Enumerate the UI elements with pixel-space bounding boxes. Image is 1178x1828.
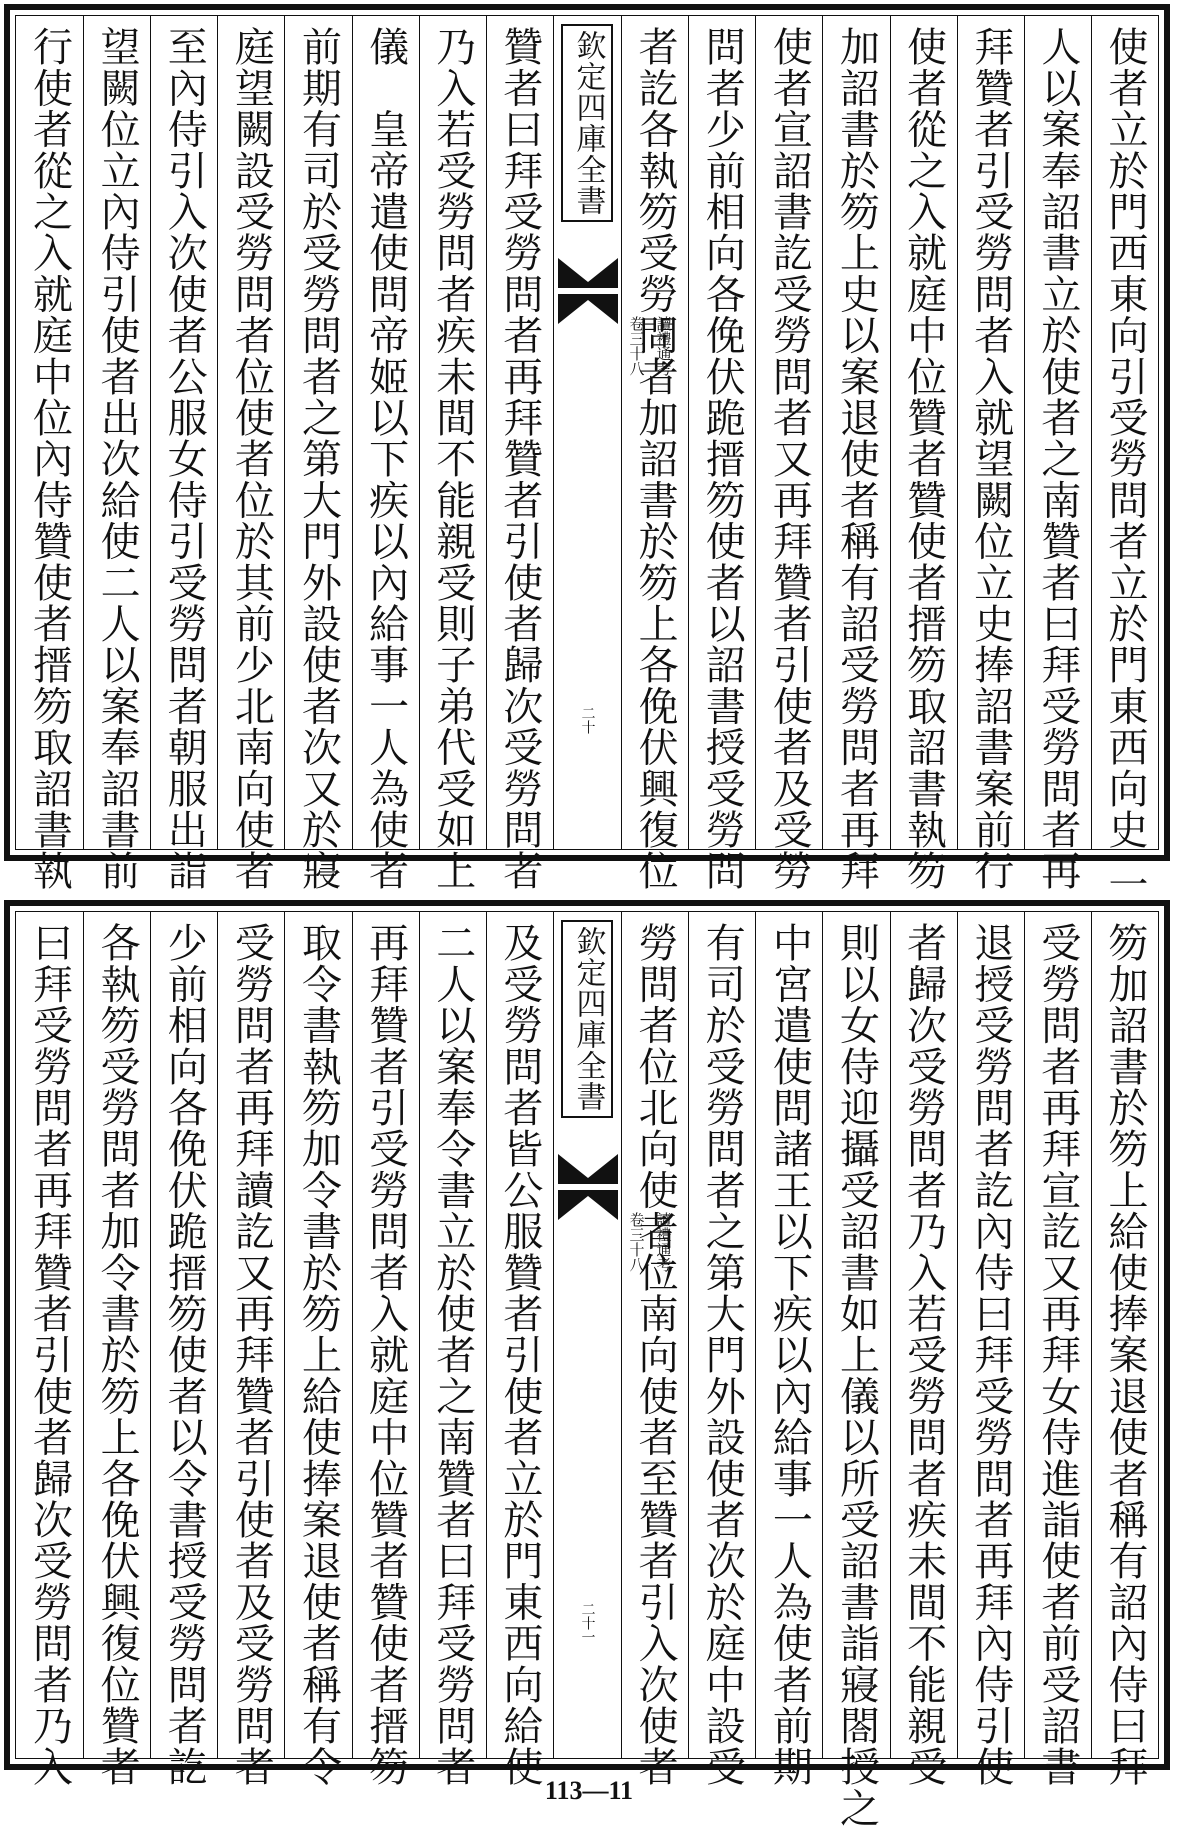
gutter-subtitle <box>500 316 674 376</box>
text-column <box>16 912 83 1788</box>
text-column <box>957 16 1024 892</box>
text-column <box>822 16 889 892</box>
text-column <box>1024 16 1091 892</box>
text-column <box>486 912 553 1788</box>
column-text: 受勞問者再拜讀訖又再拜贊者引使者及受勞問者 <box>228 922 275 1788</box>
volume-number: 卷三十八 <box>627 316 646 376</box>
text-column <box>1024 912 1091 1788</box>
text-column <box>352 912 419 1788</box>
column-text: 勞問者位北向使者位南向使者至贊者引入次使者 <box>632 922 679 1788</box>
text-column <box>755 912 822 1788</box>
book-name: 讀禮通考 <box>654 316 673 376</box>
column-text: 使者從之入就庭中位贊者贊使者搢笏取詔書執笏 <box>900 26 947 892</box>
column-text: 則以女侍迎攝受詔書如上儀以所受詔書詣寢閤授之 <box>833 922 880 1828</box>
text-column <box>16 16 83 892</box>
column-text: 人以案奉詔書立於使者之南贊者曰拜受勞問者再 <box>1034 26 1081 892</box>
column-text: 問者少前相向各俛伏跪搢笏使者以詔書授受勞問 <box>699 26 746 892</box>
column-text: 至內侍引入次使者公服女侍引受勞問者朝服出詣 <box>161 26 208 892</box>
text-column <box>890 16 957 892</box>
text-column <box>1091 16 1158 892</box>
folio-number: 二十 <box>579 706 596 734</box>
text-column <box>1091 912 1158 1788</box>
text-column <box>284 16 351 892</box>
book-name: 讀禮通考 <box>654 1212 673 1272</box>
column-text: 庭望闕設受勞問者位使者位於其前少北南向使者 <box>228 26 275 892</box>
text-column <box>83 912 150 1788</box>
top-page-frame <box>15 15 1159 892</box>
gutter-title: 欽定四庫全書 <box>561 920 613 1118</box>
text-column <box>352 16 419 892</box>
text-column <box>150 912 217 1788</box>
text-column <box>284 912 351 1788</box>
column-text: 取令書執笏加令書於笏上給使捧案退使者稱有令 <box>295 922 342 1788</box>
volume-number: 卷三十八 <box>627 1212 646 1272</box>
column-text: 中宮遣使問諸王以下疾以內給事一人為使者前期 <box>766 922 813 1788</box>
column-text: 乃入若受勞問者疾未間不能親受則子弟代受如上 <box>429 26 476 892</box>
gutter-subtitle <box>500 1212 674 1272</box>
column-text: 少前相向各俛伏跪搢笏使者以令書授受勞問者訖 <box>161 922 208 1788</box>
text-column <box>83 16 150 892</box>
text-column <box>217 912 284 1788</box>
folio-number: 二十一 <box>579 1602 596 1644</box>
column-text: 二人以案奉令書立於使者之南贊者曰拜受勞問者 <box>429 922 476 1788</box>
text-column <box>150 16 217 892</box>
text-column <box>621 912 688 1788</box>
gutter-title: 欽定四庫全書 <box>561 24 613 222</box>
column-text: 前期有司於受勞問者之第大門外設使者次又於寢 <box>295 26 342 892</box>
text-column <box>755 16 822 892</box>
text-column <box>688 16 755 892</box>
text-column <box>217 16 284 892</box>
text-column <box>419 16 486 892</box>
column-text: 者歸次受勞問者乃入若受勞問者疾未間不能親受 <box>900 922 947 1788</box>
text-column <box>957 912 1024 1788</box>
column-text: 望闕位立內侍引使者出次給使二人以案奉詔書前 <box>94 26 141 892</box>
column-text: 行使者從之入就庭中位內侍贊使者搢笏取詔書執 <box>26 26 73 892</box>
column-text: 曰拜受勞問者再拜贊者引使者歸次受勞問者乃入 <box>26 922 73 1788</box>
text-column <box>890 912 957 1788</box>
text-column <box>486 16 553 892</box>
top-page <box>4 4 1170 892</box>
column-text: 者訖各執笏受勞問者加詔書於笏上各俛伏興復位 <box>632 26 679 892</box>
column-text: 使者立於門西東向引受勞問者立於門東西向史二 <box>1101 26 1148 892</box>
column-text: 再拜贊者引受勞問者入就庭中位贊者贊使者搢笏 <box>362 922 409 1788</box>
column-text: 儀 皇帝遣使問帝姬以下疾以內給事一人為使者 <box>362 26 409 892</box>
column-text: 加詔書於笏上史以案退使者稱有詔受勞問者再拜 <box>833 26 880 892</box>
column-text: 使者宣詔書訖受勞問者又再拜贊者引使者及受勞 <box>766 26 813 892</box>
column-text: 及受勞問者皆公服贊者引使者立於門東西向給使 <box>496 922 543 1788</box>
column-text: 各執笏受勞問者加令書於笏上各俛伏興復位贊者 <box>94 922 141 1788</box>
column-text: 退授受勞問者訖內侍曰拜受勞問者再拜內侍引使 <box>967 922 1014 1788</box>
text-column <box>621 16 688 892</box>
column-text: 受勞問者再拜宣訖又再拜女侍進詣使者前受詔書 <box>1034 922 1081 1788</box>
text-column <box>419 912 486 1788</box>
column-text: 拜贊者引受勞問者入就望闕位立史捧詔書案前行 <box>967 26 1014 892</box>
column-text: 笏加詔書於笏上給使捧案退使者稱有詔內侍曰拜 <box>1101 922 1148 1788</box>
text-column <box>822 912 889 1828</box>
column-text: 有司於受勞問者之第大門外設使者次於庭中設受 <box>699 922 746 1788</box>
column-text: 贊者曰拜受勞問者再拜贊者引使者歸次受勞問者 <box>496 26 543 892</box>
fish-tail-ornament-icon <box>558 258 618 288</box>
page-number: 113—11 <box>544 1776 634 1805</box>
fish-tail-ornament-icon <box>558 1154 618 1184</box>
text-column <box>688 912 755 1788</box>
